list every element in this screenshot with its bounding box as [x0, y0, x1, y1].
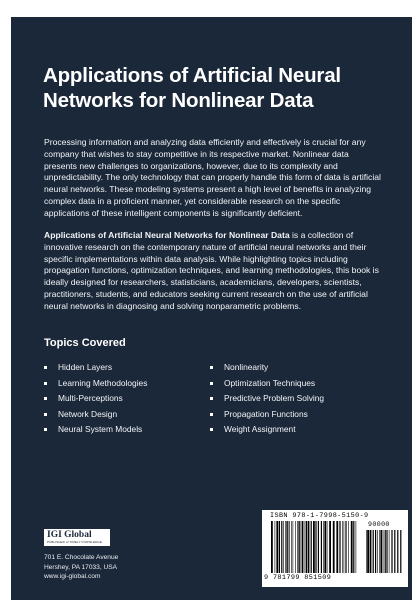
- topic-item: Multi-Perceptions: [44, 391, 147, 407]
- description-paragraph-2-text: is a collection of innovative research on the contemporary nature of artificial neural networks and their specific implementations within data analysis. While highlighting topics including propagation functions, optimization techniques, and learning methodologies, this book is ideally designed for researchers, statisticians, academicians, developers, scientists, practitioners, students, and educators seeking current research on the use of artificial neural networks in diagnosing and solving nonparametric problems.: [44, 230, 379, 311]
- barcode-bar: [400, 530, 401, 573]
- barcode-bar: [385, 530, 386, 573]
- bullet-icon: [44, 382, 47, 385]
- barcode-bar: [306, 521, 307, 573]
- publisher-logo: [44, 529, 110, 546]
- barcode-bar: [308, 521, 310, 573]
- topic-item: Weight Assignment: [210, 422, 324, 438]
- barcode-bar: [339, 521, 340, 573]
- barcode-bar: [397, 530, 398, 573]
- barcode-bar: [293, 521, 294, 573]
- barcode-bar: [379, 530, 380, 573]
- barcode-bar: [321, 521, 322, 573]
- barcode-bar: [327, 521, 328, 573]
- barcode-bar: [370, 530, 372, 573]
- barcode-bar: [353, 521, 354, 573]
- barcode-bar: [351, 521, 353, 573]
- description-paragraph-2: [44, 230, 384, 313]
- publisher-logo-tagline: PUBLISHER of TIMELY KNOWLEDGE: [47, 540, 102, 544]
- barcode-bar: [279, 521, 280, 573]
- bullet-icon: [210, 397, 213, 400]
- price-addon-number: 90000: [368, 521, 390, 528]
- barcode-bar: [366, 530, 367, 573]
- barcode-bar: [386, 530, 387, 573]
- publisher-website: www.igi-global.com: [44, 573, 101, 581]
- barcode-bar: [329, 521, 331, 573]
- barcode-bar: [333, 521, 335, 573]
- barcode-bar: [302, 521, 304, 573]
- bullet-icon: [210, 428, 213, 431]
- isbn-label: ISBN 978-1-7998-5150-9: [270, 512, 369, 520]
- barcode-bar: [345, 521, 346, 573]
- barcode-bar: [275, 521, 276, 573]
- topic-item: Predictive Problem Solving: [210, 391, 324, 407]
- barcode-bar: [311, 521, 312, 573]
- barcode-bar: [348, 521, 349, 573]
- topics-list-left: [44, 360, 147, 438]
- barcode-bar: [295, 521, 296, 573]
- barcode-bar: [287, 521, 288, 573]
- barcode-bar: [271, 521, 273, 573]
- barcode-bar: [356, 521, 357, 573]
- book-title-inline: Applications of Artificial Neural Networks for Nonlinear Data: [44, 230, 290, 240]
- topics-list-right: [210, 360, 324, 438]
- bullet-icon: [44, 397, 47, 400]
- barcode-bar: [299, 521, 300, 573]
- topic-item: Propagation Functions: [210, 407, 324, 423]
- bullet-icon: [44, 366, 47, 369]
- isbn-barcode: [262, 510, 408, 587]
- barcode-bar: [276, 521, 278, 573]
- barcode-bar: [367, 530, 369, 573]
- barcode-bar: [383, 530, 384, 573]
- back-cover: [11, 17, 412, 600]
- topic-item: Neural System Models: [44, 422, 147, 438]
- barcode-number: 9 781799 851509: [264, 574, 332, 582]
- topic-item: Nonlinearity: [210, 360, 324, 376]
- barcode-bar: [392, 530, 393, 573]
- barcode-bar: [313, 521, 315, 573]
- barcode-bar: [377, 530, 378, 573]
- barcode-bars: [271, 521, 359, 573]
- address-city: Hershey, PA 17033, USA: [44, 563, 118, 571]
- title-line-1: Applications of Artificial Neural: [43, 64, 341, 87]
- bullet-icon: [210, 413, 213, 416]
- barcode-bar: [297, 521, 298, 573]
- addon-barcode-bars: [366, 530, 402, 573]
- barcode-bar: [342, 521, 343, 573]
- barcode-bar: [344, 521, 345, 573]
- barcode-bar: [305, 521, 306, 573]
- book-title: [43, 63, 383, 113]
- topic-item: Optimization Techniques: [210, 376, 324, 392]
- topics-heading: Topics Covered: [44, 337, 126, 349]
- barcode-bar: [315, 521, 316, 573]
- topic-item: Hidden Layers: [44, 360, 147, 376]
- barcode-bar: [373, 530, 374, 573]
- barcode-bar: [375, 530, 376, 573]
- address-street: 701 E. Chocolate Avenue: [44, 554, 119, 561]
- barcode-bar: [380, 530, 382, 573]
- barcode-bar: [391, 530, 392, 573]
- barcode-bar: [285, 521, 286, 573]
- barcode-bar: [281, 521, 282, 573]
- bullet-icon: [210, 382, 213, 385]
- topic-item: Learning Methodologies: [44, 376, 147, 392]
- barcode-bar: [318, 521, 319, 573]
- description-paragraph-1: Processing information and analyzing data efficiently and effectively is crucial for any company that wishes to stay competitive in its respective market. Nonlinear data presents new challenges to organizations, however, due to its complexity and unpredictability. The only technology that can properly handle this form of data is artificial neural networks. These modeling systems present a high level of benefits in analyzing complex data in a proficient manner, yet considerable research on the specific applications of these intelligent components is significantly deficient.: [44, 137, 381, 218]
- bullet-icon: [210, 366, 213, 369]
- publisher-address: [44, 553, 118, 582]
- barcode-bar: [289, 521, 290, 573]
- barcode-bar: [323, 521, 324, 573]
- title-line-2: Networks for Nonlinear Data: [43, 89, 314, 112]
- barcode-bar: [283, 521, 284, 573]
- barcode-bar: [336, 521, 338, 573]
- bullet-icon: [44, 428, 47, 431]
- publisher-logo-text: IGI Global: [47, 530, 92, 540]
- barcode-bar: [324, 521, 326, 573]
- barcode-bar: [394, 530, 395, 573]
- barcode-bar: [291, 521, 292, 573]
- bullet-icon: [44, 413, 47, 416]
- barcode-bar: [389, 530, 390, 573]
- topic-item: Network Design: [44, 407, 147, 423]
